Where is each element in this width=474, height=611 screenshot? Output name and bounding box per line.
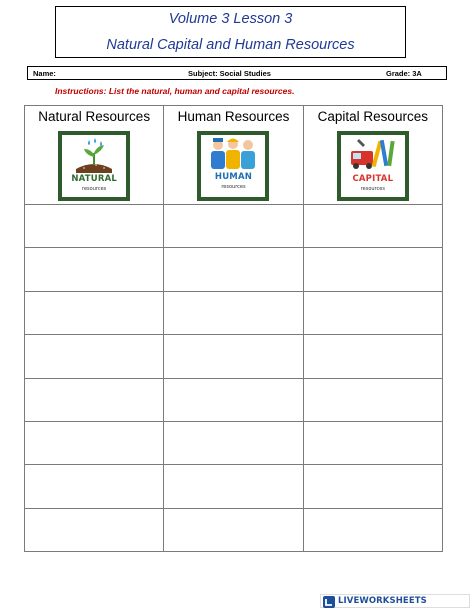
answer-cell[interactable]: [25, 205, 164, 248]
answer-cell[interactable]: [164, 335, 303, 378]
subject-label: Subject: Social Studies: [188, 69, 271, 78]
column-heading: Natural Resources: [38, 109, 151, 124]
logo-word: CAPITAL: [352, 174, 394, 184]
capital-resources-logo: [337, 131, 409, 201]
logo-sub: resources: [82, 186, 107, 192]
table-row: [25, 335, 443, 378]
column-heading: Human Resources: [177, 109, 290, 124]
title-box: [55, 6, 406, 58]
info-bar: [27, 66, 447, 80]
liveworksheets-brand: LIVEWORKSHEETS: [338, 596, 427, 606]
answer-cell[interactable]: [164, 465, 303, 508]
human-resources-logo: [197, 131, 269, 201]
answer-cell[interactable]: [303, 335, 442, 378]
column-natural: [25, 106, 164, 205]
table-row: [25, 465, 443, 508]
answer-cell[interactable]: [25, 421, 164, 464]
answer-cell[interactable]: [303, 421, 442, 464]
column-human: [164, 106, 303, 205]
answer-cell[interactable]: [164, 378, 303, 421]
answer-cell[interactable]: [164, 508, 303, 551]
answer-cell[interactable]: [25, 248, 164, 291]
answer-cell[interactable]: [303, 291, 442, 334]
grade-label: Grade: 3A: [386, 69, 422, 78]
answer-cell[interactable]: [303, 465, 442, 508]
table-row: [25, 378, 443, 421]
title-line-2: Natural Capital and Human Resources: [106, 37, 355, 53]
table-row: [25, 508, 443, 551]
resources-table: [24, 105, 443, 552]
liveworksheets-logo: [320, 594, 470, 608]
answer-cell[interactable]: [25, 465, 164, 508]
table-row: [25, 205, 443, 248]
answer-cell[interactable]: [25, 291, 164, 334]
logo-word: HUMAN: [214, 172, 253, 182]
answer-cell[interactable]: [303, 205, 442, 248]
answer-cell[interactable]: [164, 421, 303, 464]
answer-cell[interactable]: [303, 378, 442, 421]
table-row: [25, 248, 443, 291]
answer-cell[interactable]: [25, 378, 164, 421]
liveworksheets-mark-icon: [323, 595, 335, 607]
natural-resources-logo: [58, 131, 130, 201]
answer-cell[interactable]: [303, 508, 442, 551]
column-heading: Capital Resources: [317, 109, 428, 124]
table-header-row: [25, 106, 443, 205]
logo-word: NATURAL: [71, 174, 117, 184]
answer-cell[interactable]: [164, 248, 303, 291]
table-row: [25, 291, 443, 334]
column-capital: [303, 106, 442, 205]
name-label: Name:: [33, 69, 56, 78]
instructions: Instructions: List the natural, human and capital resources.: [55, 86, 295, 96]
answer-rows: [25, 205, 443, 552]
answer-cell[interactable]: [303, 248, 442, 291]
answer-cell[interactable]: [164, 291, 303, 334]
title-line-1: Volume 3 Lesson 3: [168, 11, 293, 27]
table-row: [25, 421, 443, 464]
logo-sub: resources: [360, 186, 385, 192]
answer-cell[interactable]: [25, 508, 164, 551]
answer-cell[interactable]: [164, 205, 303, 248]
answer-cell[interactable]: [25, 335, 164, 378]
logo-sub: resources: [221, 184, 246, 190]
